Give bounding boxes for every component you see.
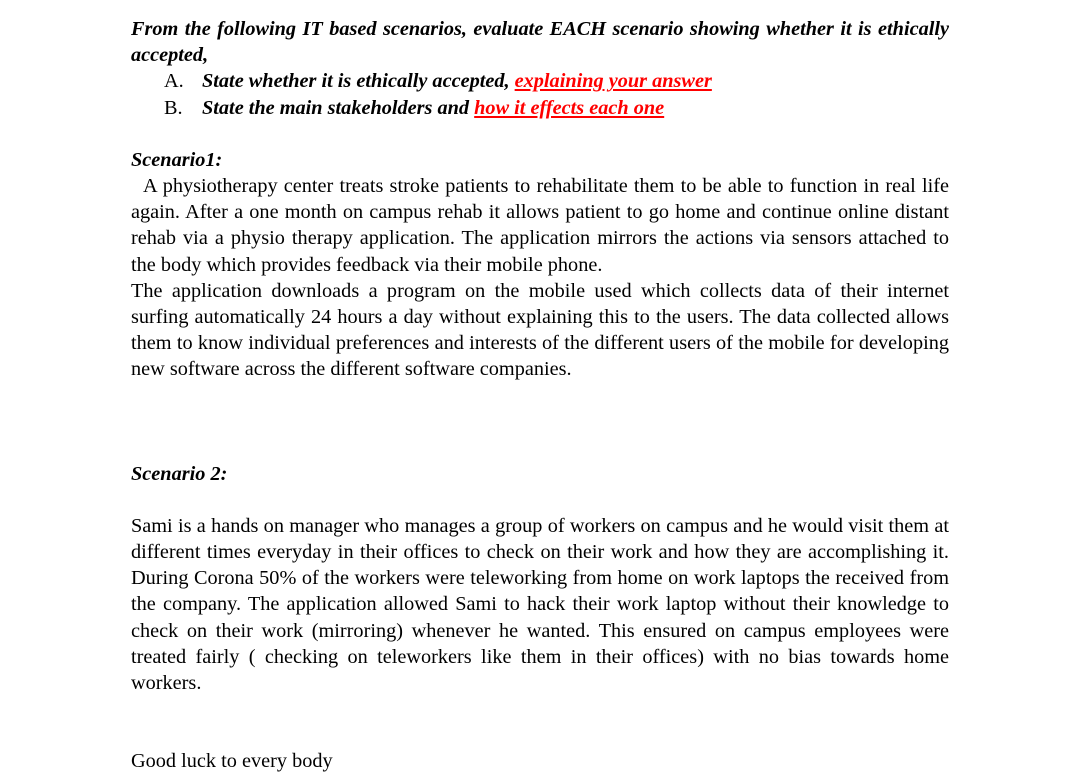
instruction-text: State whether it is ethically accepted, bbox=[202, 70, 510, 93]
instructions-list bbox=[131, 68, 949, 120]
instruction-item-b bbox=[131, 95, 949, 121]
scenario2-heading: Scenario 2: bbox=[131, 462, 228, 485]
closing-line: Good luck to every body bbox=[131, 750, 333, 773]
instructions-intro: From the following IT based scenarios, evaluate EACH scenario showing whether it is ethically accepted, bbox=[131, 18, 949, 67]
scenario2-paragraph: Sami is a hands on manager who manages a group of workers on campus and he would visit them at different times everyday in their offices to check on their work and how they are accomplishing it. During Corona 50% of the workers were teleworking from home on work laptops the received from the company. The application allowed Sami to hack their work laptop without their knowledge to check on their work (mirroring) whenever he wanted. This ensured on campus employees were treated fairly ( checking on teleworkers like them in their offices) with no bias towards home workers. bbox=[131, 514, 949, 695]
instruction-letter: A. bbox=[164, 70, 184, 93]
instruction-highlight: how it effects each one bbox=[474, 96, 665, 119]
scenario1-paragraph-1: A physiotherapy center treats stroke patients to rehabilitate them to be able to function in real life again. After a one month on campus rehab it allows patient to go home and continue online distant rehab via a physio therapy application. The application mirrors the actions via sensors attached to the body which provides feedback via their mobile phone. bbox=[131, 175, 949, 276]
instruction-highlight: explaining your answer bbox=[514, 70, 712, 93]
instruction-text: State the main stakeholders and bbox=[202, 96, 470, 119]
scenario1-paragraph-2: The application downloads a program on the mobile used which collects data of their internet surfing automatically 24 hours a day without explaining this to the users. The data collected allows them to know individual preferences and interests of the different users of the mobile for developing new software across the different software companies. bbox=[131, 279, 949, 381]
instruction-item-a bbox=[131, 68, 949, 94]
instruction-letter: B. bbox=[164, 96, 183, 119]
document-page bbox=[131, 0, 949, 774]
scenario1-heading: Scenario1: bbox=[131, 148, 223, 171]
